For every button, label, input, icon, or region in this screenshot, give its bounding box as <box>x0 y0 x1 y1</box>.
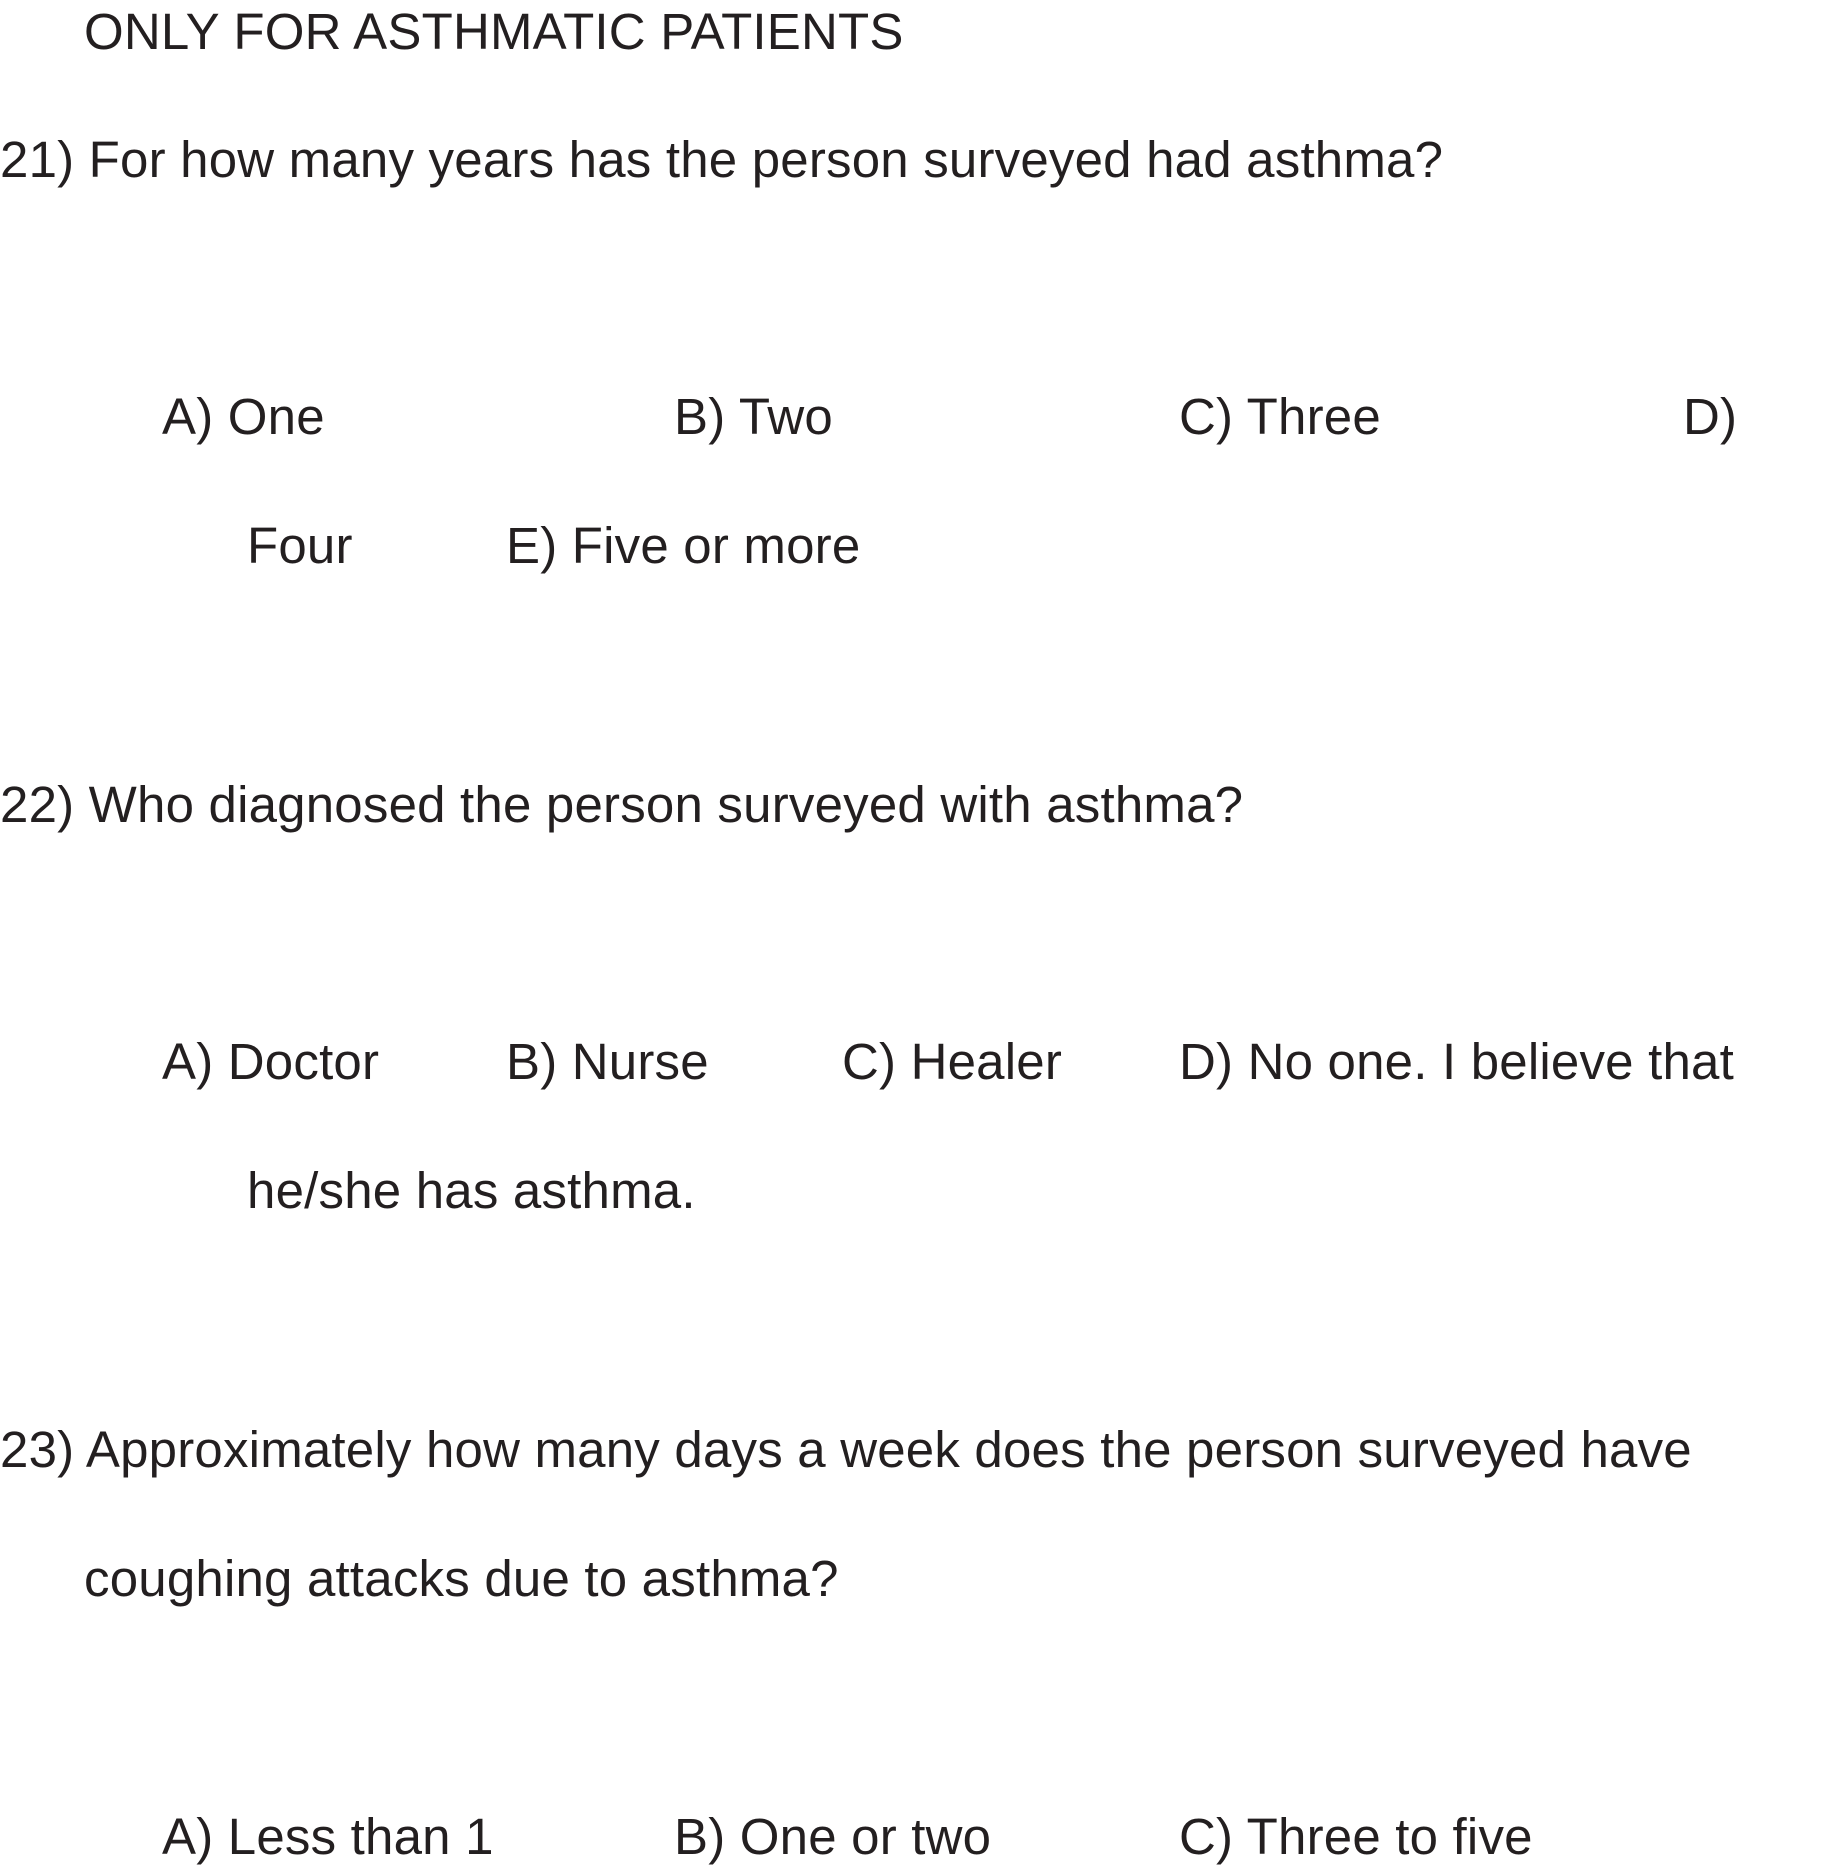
q22-option-c[interactable]: C) Healer <box>842 1033 1063 1090</box>
question-23: 23) Approximately how many days a week does the person surveyed have <box>0 1421 1692 1478</box>
q21-option-d-continued[interactable]: Four <box>247 517 353 574</box>
q21-option-a[interactable]: A) One <box>162 388 325 445</box>
q21-option-d[interactable]: D) <box>1683 388 1738 445</box>
q23-option-b[interactable]: B) One or two <box>674 1808 992 1865</box>
q22-option-b[interactable]: B) Nurse <box>506 1033 709 1090</box>
question-22: 22) Who diagnosed the person surveyed with asthma? <box>0 776 1244 833</box>
q21-option-c[interactable]: C) Three <box>1179 388 1381 445</box>
q21-option-e[interactable]: E) Five or more <box>506 517 861 574</box>
question-21: 21) For how many years has the person surveyed had asthma? <box>0 131 1444 188</box>
q23-option-a[interactable]: A) Less than 1 <box>162 1808 494 1865</box>
q23-option-c[interactable]: C) Three to five <box>1179 1808 1533 1865</box>
q22-option-d[interactable]: D) No one. I believe that <box>1179 1033 1734 1090</box>
q22-option-a[interactable]: A) Doctor <box>162 1033 380 1090</box>
section-heading: ONLY FOR ASTHMATIC PATIENTS <box>84 3 904 60</box>
q22-option-d-continued[interactable]: he/she has asthma. <box>247 1162 696 1219</box>
q21-option-b[interactable]: B) Two <box>674 388 833 445</box>
question-23-continued: coughing attacks due to asthma? <box>84 1550 839 1607</box>
